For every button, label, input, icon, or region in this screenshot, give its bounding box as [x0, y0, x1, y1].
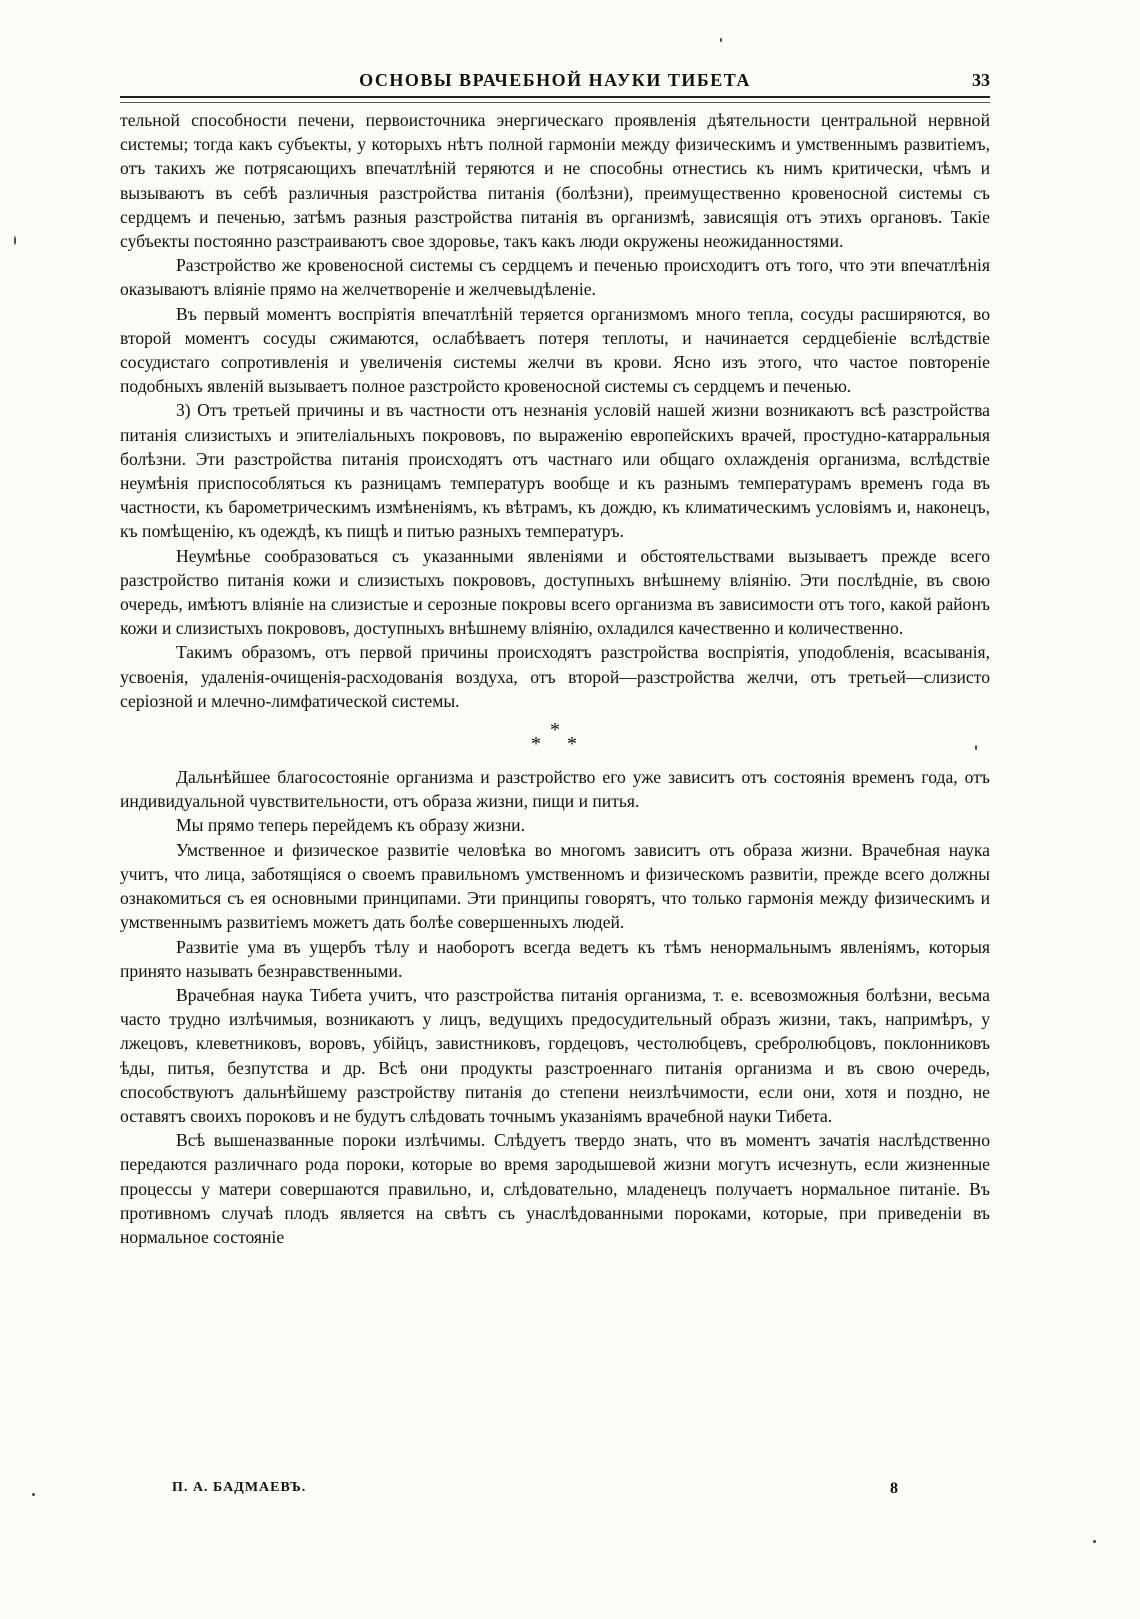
scan-speck: [720, 38, 722, 42]
paragraph: Въ первый моментъ воспріятія впечатлѣній теряется организмомъ много тепла, сосуды расширяются, во второй моментъ сосуды сжимаются, ослабѣваетъ потеря теплоты, и начинается сердцебіеніе вслѣдствіе сосудистаго сопротивленія и увеличенія системы желчи въ крови. Ясно изъ этого, что частое повтореніе подобныхъ явленій вызываетъ полное разстройсто кровеносной системы съ сердцемъ и печенью.: [120, 303, 990, 397]
page-number: 33: [972, 70, 990, 90]
paragraph: Умственное и физическое развитіе человѣка во многомъ зависитъ отъ образа жизни. Врачебная наука учитъ, что лица, заботящіяся о своемъ правильномъ умственномъ и физическомъ развитіи, прежде всего должны ознакомиться съ ея основными принципами. Эти принципы говорятъ, что только гармонія между физическимъ и умственнымъ развитіемъ можетъ дать болѣе совершенныхъ людей.: [120, 839, 990, 933]
scan-speck: [1093, 1540, 1096, 1543]
sheet-number: 8: [890, 1480, 899, 1497]
running-title: ОСНОВЫ ВРАЧЕБНОЙ НАУКИ ТИБЕТА: [359, 70, 751, 90]
paragraph: Врачебная наука Тибета учитъ, что разстройства питанія организма, т. е. всевозможныя болѣзни, весьма часто трудно излѣчимыя, возникаютъ у лицъ, ведущихъ предосудительный образъ жизни, такъ, напримѣръ, у лжецовъ, клеветниковъ, воровъ, убійцъ, завистниковъ, гордецовъ, честолюбцевъ, сребролюбцовъ, поклонниковъ ѣды, питья, безпутства и др. Всѣ они продукты разстроеннаго питанія организма и въ свою очередь, способствуютъ дальнѣйшему разстройству питанія до степени неизлѣчимости, если они, хотя и поздно, не оставятъ своихъ пороковъ и не будутъ слѣдовать точнымъ указаніямъ врачебной науки Тибета.: [120, 984, 990, 1126]
header-rule: [120, 96, 990, 103]
paragraph: Всѣ вышеназванные пороки излѣчимы. Слѣдуетъ твердо знать, что въ моментъ зачатія наслѣдственно передаются различнаго рода пороки, которые во время зародышевой жизни могутъ исчезнуть, если жизненные процессы у матери совершаются правильно, и, слѣдовательно, младенецъ получаетъ нормальное питаніе. Въ противномъ случаѣ плодъ является на свѣтъ съ унаслѣдованными пороками, которые, при приведеніи въ нормальное состояніе: [120, 1130, 990, 1247]
paragraph: тельной способности печени, первоисточника энергическаго проявленія дѣятельности центральной нервной системы; тогда какъ субъекты, у которыхъ нѣтъ полной гармоніи между физическимъ и умственнымъ развитіемъ, отъ такихъ же потрясающихъ впечатлѣній теряются и не способны отнестись къ нимъ критически, чѣмъ и вызываютъ въ себѣ различныя разстройства питанія (болѣзни), преимущественно кровеносной системы съ сердцемъ и печенью, затѣмъ разныя разстройства питанія въ организмѣ, зависящія отъ этихъ органовъ. Такіе субъекты постоянно разстраиваютъ свое здоровье, такъ какъ люди окружены неожиданностями.: [120, 110, 990, 252]
paragraph: Мы прямо теперь перейдемъ къ образу жизни.: [176, 815, 525, 836]
paragraph: 3) Отъ третьей причины и въ частности отъ незнанія условій нашей жизни возникаютъ всѣ разстройства питанія слизистыхъ и эпителіальныхъ покрововъ, по выраженію европейскихъ врачей, простудно-катарральныя болѣзни. Эти разстройства питанія происходятъ отъ частнаго или общаго охлажденія организма, вслѣдствіе неумѣнія приспособляться къ разницамъ температуръ вообще и къ разнымъ температурамъ временъ года въ частности, къ барометрическимъ измѣненіямъ, къ вѣтрамъ, къ дождю, къ климатическимъ условіямъ и, наконецъ, къ помѣщенію, къ одеждѣ, къ пищѣ и питью разныхъ температуръ.: [120, 400, 990, 542]
paragraph: Неумѣнье сообразоваться съ указанными явленіями и обстоятельствами вызываетъ прежде всего разстройство питанія кожи и слизистыхъ покрововъ, доступныхъ внѣшнему вліянію. Эти послѣдніе, въ свою очередь, имѣютъ вліяніе на слизистые и серозные покровы всего организма въ зависимости отъ того, какой районъ кожи и слизистыхъ покрововъ, доступныхъ внѣшнему вліянію, охладился качественно и количественно.: [120, 545, 990, 639]
paragraph: Дальнѣйшее благосостояніе организма и разстройство его уже зависитъ отъ состоянія временъ года, отъ индивидуальной чувствительности, отъ образа жизни, пищи и питья.: [120, 767, 990, 812]
scan-speck: [32, 1493, 35, 1496]
scan-speck: [14, 236, 16, 245]
paragraph: Разстройство же кровеносной системы съ сердцемъ и печенью происходитъ отъ того, что эти впечатлѣнія оказываютъ вліяніе прямо на желчетвореніе и желчевыдѣленіе.: [120, 255, 990, 300]
asterism-star: *: [531, 733, 541, 756]
page-footer: [120, 1480, 990, 1504]
footer-signature: П. А. БАДМАЕВЪ.: [172, 1480, 307, 1495]
scan-speck: [975, 745, 977, 750]
asterism-star: *: [550, 719, 560, 742]
paragraph: Развитіе ума въ ущербъ тѣлу и наоборотъ всегда ведетъ къ тѣмъ ненормальнымъ явленіямъ, которыя принято называть безнравственными.: [120, 936, 990, 981]
body-text: [120, 108, 990, 1249]
asterism-star: *: [567, 733, 577, 756]
running-head: [120, 70, 990, 96]
asterism-separator: [120, 721, 990, 757]
paragraph: Такимъ образомъ, отъ первой причины происходятъ разстройства воспріятія, уподобленія, всасыванія, усвоенія, удаленія-очищенія-расходованія воздуха, отъ второй—разстройства желчи, отъ третьей—слизисто серіозной и млечно-лимфатической системы.: [120, 642, 990, 711]
